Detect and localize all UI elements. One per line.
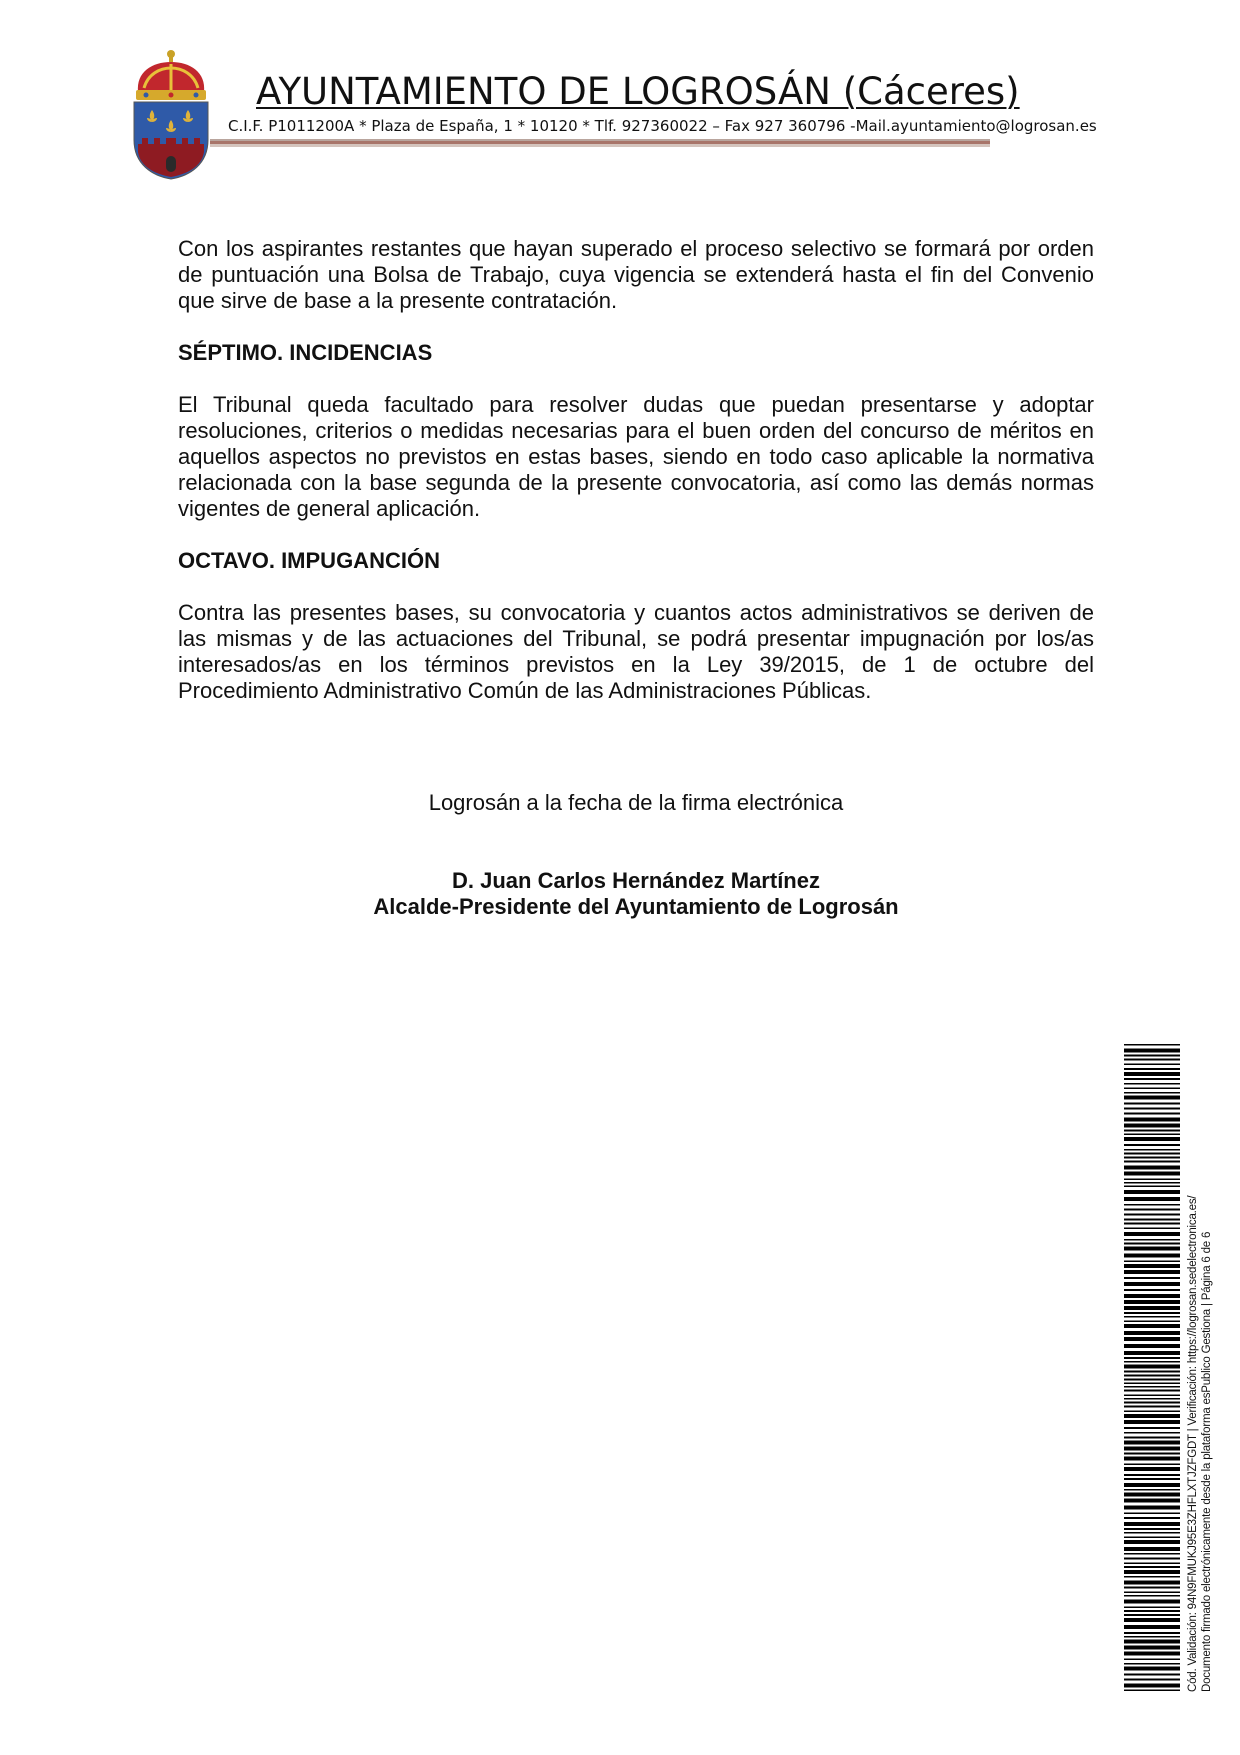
header-divider (210, 139, 990, 147)
validation-code-line: Cód. Validación: 94N9FMUKJ95E3ZHFLXTJZFGDT | Verificación: https://logrosan.sedelectronica.es/ (1187, 1195, 1199, 1692)
municipality-contact: C.I.F. P1011200A * Plaza de España, 1 * 10120 * Tlf. 927360022 – Fax 927 360796 -Mail.ayuntamiento@logrosan.es (228, 117, 1097, 135)
municipality-title: AYUNTAMIENTO DE LOGROSÁN (Cáceres) (256, 70, 1020, 113)
section-heading-incidencias: SÉPTIMO. INCIDENCIAS (178, 340, 433, 365)
coat-of-arms-icon (130, 48, 212, 180)
signature-block (178, 868, 1094, 920)
section-text-incidencias: El Tribunal queda facultado para resolver dudas que puedan presentarse y adoptar resoluciones, criterios o medidas necesarias para el buen orden del concurso de méritos en aquellos aspectos no previstos en estas bases, siendo en todo caso aplicable la normativa relacionada con la base segunda de la presente convocatoria, así como las demás normas vigentes de general aplicación. (178, 392, 1094, 521)
signer-role: Alcalde-Presidente del Ayuntamiento de Logrosán (373, 894, 899, 919)
barcode-icon (1124, 1044, 1180, 1692)
section-heading-impugnacion: OCTAVO. IMPUGANCIÓN (178, 548, 440, 573)
place-date: Logrosán a la fecha de la firma electrónica (428, 790, 844, 815)
document-body (178, 236, 1094, 730)
electronic-signature-line: Documento firmado electrónicamente desde la plataforma esPublico Gestiona | Página 6 de 6 (1201, 1231, 1213, 1692)
section-text-impugnacion: Contra las presentes bases, su convocatoria y cuantos actos administrativos se deriven de las mismas y de las actuaciones del Tribunal, se podrá presentar impugnación por los/as interesados/as en los términos previstos en la Ley 39/2015, de 1 de octubre del Procedimiento Administrativo Común de las Administraciones Públicas. (178, 600, 1094, 703)
intro-paragraph: Con los aspirantes restantes que hayan superado el proceso selectivo se formará por orden de puntuación una Bolsa de Trabajo, cuya vigencia se extenderá hasta el fin del Convenio que sirve de base a la presente contratación. (178, 236, 1094, 313)
validation-stamp (1186, 992, 1214, 1692)
signer-name: D. Juan Carlos Hernández Martínez (452, 868, 820, 893)
